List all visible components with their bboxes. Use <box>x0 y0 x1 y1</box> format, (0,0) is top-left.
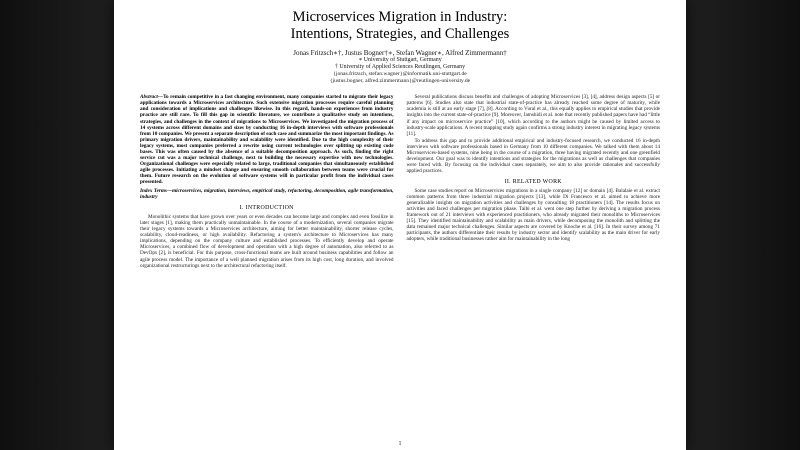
affiliation-reutlingen: † University of Applied Sciences Reutlingen, Germany <box>334 64 466 70</box>
abstract-paragraph <box>140 94 394 185</box>
study-overview-paragraph: To address this gap and to provide additional empirical and industry-focused research, we conducted 16 in-depth interviews with software professionals based in Germany from 10 different companies. We talked with them about 14 Microservices-based systems, nine being in the course of a migration, three having migrated recently and one greenfield development. Our goal was to identify intentions and strategies for the migrations as well as challenges that companies were faced with. By focusing on the individual cases separately, we aim to also provide rationales and successfully applied practices. <box>406 137 660 174</box>
paper-title-line2: Intentions, Strategies, and Challenges <box>290 25 510 42</box>
left-column <box>140 94 394 269</box>
author-block <box>140 49 660 86</box>
introduction-paragraph: Monolithic systems that have grown over years or even decades can become large and complex and even fossilize in later stages [1], making them practically unmaintainable. In the course of a modernization, several companies migrate their legacy systems towards a Microservices architecture, aiming for better maintainability, shorter release cycles, scalability, cloud-readiness, or high availability. Refactoring a system's architecture to Microservices has many implications, depending on the company culture and established processes. To efficiently develop and operate Microservices, a combined flow of development and operation with a high degree of automation, also referred to as DevOps [2], is beneficial. For this purpose, cross-functional teams are built around business capabilities and follow an agile process model. The importance of a well planned migration arises from its high cost, long duration, and involved organizational restructurings next to the architectural refactoring itself. <box>140 214 394 269</box>
abstract-text: To remain competitive in a fast changing environment, many companies started to migrate their legacy applications towards a Microservices architecture. Such extensive migration processes require careful planning and consideration of implications and challenges likewise. In this regard, hands-on experiences from industry practice are still rare. To fill this gap in scientific literature, we contribute a qualitative study on intentions, strategies, and challenges in the context of migrations to Microservices. We investigated the migration process of 14 systems across different domains and sizes by conducting 16 in-depth interviews with software professionals from 10 companies. We present a separate description of each case and summarize the most important findings. As primary migration drivers, maintainability and scalability were identified. Due to the high complexity of their legacy systems, most companies preferred a rewrite using current technologies over splitting up existing code bases. This was often caused by the absence of a suitable decomposition approach. As such, finding the right service cut was a major technical challenge, next to building the necessary expertise with new technologies. Organizational challenges were especially related to large, traditional companies that simultaneously established agile processes. Initiating a mindset change and ensuring smooth collaboration between teams were crucial for them. Future research on the evolution of software systems will in particular profit from the individual cases presented. <box>140 94 394 185</box>
related-publications-paragraph: Several publications discuss benefits and challenges of adopting Microservices [3], [4], address design aspects [5] or patterns [6]. Studies also state that industrial state-of-practice has already reached some degree of maturity, while academia is still at an early stage [7], [8]. According to Vural et al., this equally applies to empirical studies that provide insights into the current state-of-practice [9]. Moreover, Jamshidi et al. note that recently published papers have had “little if any impact on microservice practice” [10], which according to the authors might be caused by limited access to industry-scale applications. A recent mapping study again confirms a strong industry interest in migrating legacy systems [11]. <box>406 94 660 137</box>
index-terms-label: Index Terms— <box>140 188 173 195</box>
related-work-paragraph: Some case studies report on Microservices migrations in a single company [12] or domain [4]. Balalaie et al. extract common patterns from three industrial migration projects [13], while Di Francesco et al. aimed to achieve more generalizable insights on migration activities and challenges by consulting 18 practitioners [14]. The results focus on activities and faced challenges per migration phase. Taibi et al. went one step further by deriving a migration process framework out of 21 interviews with experienced practitioners, who already migrated their monoliths to Microservices [15]. They identified maintainability and scalability as main drivers, while decomposing the monolith and splitting the data remained major technical challenges. Similar aspects are covered by Knoche et al. [16]. In their survey among 71 participants, the authors differentiate their results by industry sector and identify scalability as the main driver for early adopters, while traditional businesses rather aim for maintainability in the long <box>406 188 660 243</box>
index-terms-paragraph <box>140 188 394 200</box>
two-column-body <box>140 94 660 269</box>
author-names: Jonas Fritzsch∗†, Justus Bogner†∗, Stefan Wagner∗, Alfred Zimmermann† <box>293 48 507 57</box>
section-heading-introduction: I. INTRODUCTION <box>239 205 294 212</box>
section-heading-related-work: II. RELATED WORK <box>504 178 562 185</box>
right-column <box>407 94 661 269</box>
paper-title-line1: Microservices Migration in Industry: <box>292 9 508 25</box>
abstract-label: Abstract— <box>140 94 164 101</box>
email-line-2: {justus.bogner, alfred.zimmermann}@reutlingen-university.de <box>329 78 471 85</box>
index-terms-text: microservices, migration, interviews, empirical study, refactoring, decomposition, agile transformation, industry <box>140 188 394 201</box>
email-line-1: {jonas.fritzsch, stefan.wagner}@informatik.uni-stuttgart.de <box>333 71 467 78</box>
paper-page <box>114 0 686 450</box>
affiliation-stuttgart: ∗ University of Stuttgart, Germany <box>358 56 442 63</box>
paper-title <box>140 9 660 43</box>
page-number: 1 <box>398 441 402 447</box>
